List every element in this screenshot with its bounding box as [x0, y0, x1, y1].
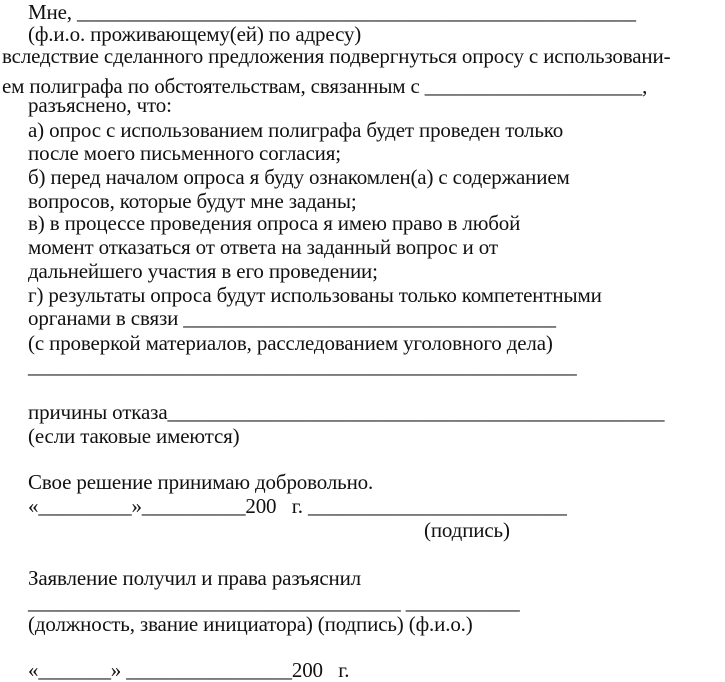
clause-a-line: а) опрос с использованием полиграфа будет проведен только	[28, 118, 564, 142]
blank-line: _____________________________________________________	[28, 354, 577, 378]
clause-b-line: б) перед началом опроса я буду ознакомлен(а) с содержанием	[28, 165, 570, 189]
body-text-line: разъяснено, что:	[28, 93, 172, 117]
body-text-line: ем полиграфа по обстоятельствам, связанным с _____________________,	[2, 74, 648, 98]
initiator-blank-line: ____________________________________ ___________	[28, 590, 520, 614]
recipient-caption: (ф.и.о. проживающему(ей) по адресу)	[28, 22, 362, 46]
clause-c-line: дальнейшего участия в его проведении;	[28, 259, 378, 283]
voluntary-decision-line: Свое решение принимаю добровольно.	[28, 470, 374, 494]
refusal-reasons-caption: (если таковые имеются)	[28, 424, 240, 448]
date-signature-line: «_________»__________200 г. _________________________	[28, 494, 567, 518]
clause-d-line: органами в связи ____________________________________	[28, 306, 556, 330]
recipient-line: Мне, ______________________________________________________	[28, 0, 636, 24]
final-date-line: «_______» ________________200 г.	[28, 658, 350, 682]
clause-c-line: момент отказаться от ответа на заданный вопрос и от	[28, 235, 498, 259]
initiator-caption: (должность, звание инициатора) (подпись) (ф.и.о.)	[28, 612, 473, 636]
signature-caption: (подпись)	[424, 518, 510, 542]
clause-c-line: в) в процессе проведения опроса я имею право в любой	[28, 211, 521, 235]
clause-d-caption: (с проверкой материалов, расследованием уголовного дела)	[28, 331, 553, 355]
clause-a-line: после моего письменного согласия;	[28, 141, 341, 165]
statement-received-line: Заявление получил и права разъяснил	[28, 566, 362, 590]
clause-b-line: вопросов, которые будут мне заданы;	[28, 189, 357, 213]
body-text-line: вследствие сделанного предложения подвергнуться опросу с использовани-	[2, 44, 671, 68]
refusal-reasons-line: причины отказа________________________________________________	[28, 400, 665, 424]
clause-d-line: г) результаты опроса будут использованы только компетентными	[28, 283, 602, 307]
